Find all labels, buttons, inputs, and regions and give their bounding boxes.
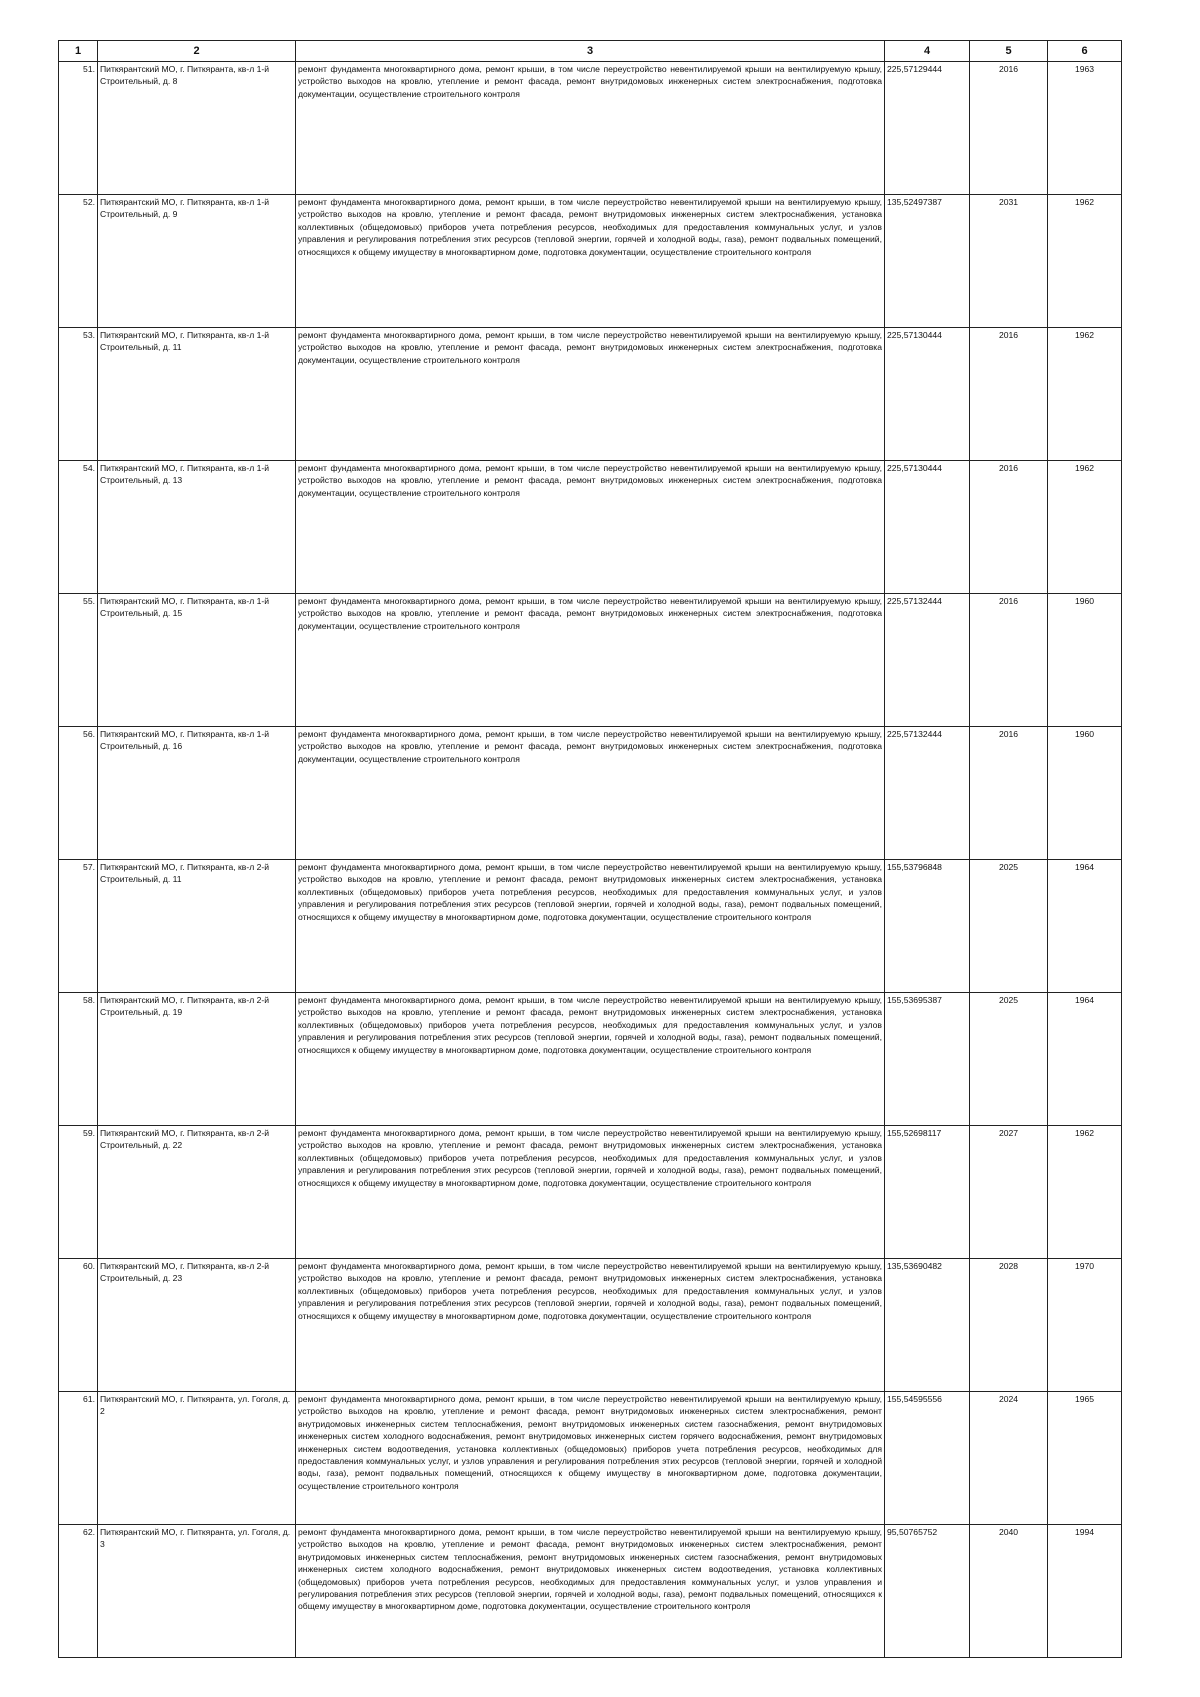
row-cost: 225,57132444 <box>885 594 970 727</box>
header-col-1: 1 <box>59 41 98 62</box>
row-cost: 155,54595556 <box>885 1392 970 1525</box>
capital-repair-table <box>58 40 1122 1658</box>
row-planned-year: 2016 <box>970 727 1048 860</box>
row-cost: 95,50765752 <box>885 1525 970 1658</box>
row-works: ремонт фундамента многоквартирного дома, ремонт крыши, в том числе переустройство невентилируемой крыши на вентилируемую крышу, устройство выходов на кровлю, утепление и ремонт фасада, ремонт внутридомовых инженерных систем электроснабжения, подготовка документации, осуществление строительного контроля <box>296 328 885 461</box>
row-cost: 225,57130444 <box>885 328 970 461</box>
row-built-year: 1970 <box>1048 1259 1122 1392</box>
row-planned-year: 2040 <box>970 1525 1048 1658</box>
row-number: 61. <box>59 1392 98 1525</box>
table-row <box>59 860 1122 993</box>
row-cost: 225,57129444 <box>885 62 970 195</box>
row-planned-year: 2027 <box>970 1126 1048 1259</box>
header-col-2: 2 <box>98 41 296 62</box>
row-number: 52. <box>59 195 98 328</box>
row-planned-year: 2016 <box>970 328 1048 461</box>
row-built-year: 1965 <box>1048 1392 1122 1525</box>
row-address: Питкярантский МО, г. Питкяранта, кв-л 1-й Строительный, д. 9 <box>98 195 296 328</box>
row-address: Питкярантский МО, г. Питкяранта, кв-л 2-й Строительный, д. 11 <box>98 860 296 993</box>
row-cost: 135,52497387 <box>885 195 970 328</box>
header-col-6: 6 <box>1048 41 1122 62</box>
table-row <box>59 62 1122 195</box>
row-works: ремонт фундамента многоквартирного дома, ремонт крыши, в том числе переустройство невентилируемой крыши на вентилируемую крышу, устройство выходов на кровлю, утепление и ремонт фасада, ремонт внутридомовых инженерных систем электроснабжения, ремонт внутридомовых инженерных систем теплоснабжения, ремонт внутридомовых инженерных систем газоснабжения, ремонт внутридомовых инженерных систем холодного водоснабжения, ремонт внутридомовых инженерных систем горячего водоснабжения, ремонт внутридомовых инженерных систем водоотведения, установка коллективных (общедомовых) приборов учета потребления ресурсов, необходимых для предоставления коммунальных услуг, и узлов управления и регулирования потребления этих ресурсов (тепловой энергии, горячей и холодной воды, газа), ремонт подвальных помещений, относящихся к общему имуществу в многоквартирном доме, подготовка документации, осуществление строительного контроля <box>296 1392 885 1525</box>
table-row <box>59 1259 1122 1392</box>
row-address: Питкярантский МО, г. Питкяранта, кв-л 1-й Строительный, д. 16 <box>98 727 296 860</box>
row-number: 51. <box>59 62 98 195</box>
row-built-year: 1960 <box>1048 594 1122 727</box>
table-row <box>59 1525 1122 1658</box>
row-built-year: 1964 <box>1048 993 1122 1126</box>
row-address: Питкярантский МО, г. Питкяранта, кв-л 2-й Строительный, д. 22 <box>98 1126 296 1259</box>
row-built-year: 1962 <box>1048 195 1122 328</box>
row-planned-year: 2031 <box>970 195 1048 328</box>
row-address: Питкярантский МО, г. Питкяранта, ул. Гоголя, д. 2 <box>98 1392 296 1525</box>
table-row <box>59 328 1122 461</box>
table-row <box>59 461 1122 594</box>
row-address: Питкярантский МО, г. Питкяранта, ул. Гоголя, д. 3 <box>98 1525 296 1658</box>
row-address: Питкярантский МО, г. Питкяранта, кв-л 2-й Строительный, д. 19 <box>98 993 296 1126</box>
row-works: ремонт фундамента многоквартирного дома, ремонт крыши, в том числе переустройство невентилируемой крыши на вентилируемую крышу, устройство выходов на кровлю, утепление и ремонт фасада, ремонт внутридомовых инженерных систем электроснабжения, ремонт внутридомовых инженерных систем теплоснабжения, ремонт внутридомовых инженерных систем газоснабжения, ремонт внутридомовых инженерных систем холодного водоснабжения, ремонт внутридомовых инженерных систем водоотведения, установка коллективных (общедомовых) приборов учета потребления ресурсов, необходимых для предоставления коммунальных услуг, и узлов управления и регулирования потребления этих ресурсов (тепловой энергии, горячей и холодной воды, газа), ремонт подвальных помещений, относящихся к общему имуществу в многоквартирном доме, подготовка документации, осуществление строительного контроля <box>296 1525 885 1658</box>
row-planned-year: 2024 <box>970 1392 1048 1525</box>
row-number: 62. <box>59 1525 98 1658</box>
row-works: ремонт фундамента многоквартирного дома, ремонт крыши, в том числе переустройство невентилируемой крыши на вентилируемую крышу, устройство выходов на кровлю, утепление и ремонт фасада, ремонт внутридомовых инженерных систем электроснабжения, установка коллективных (общедомовых) приборов учета потребления ресурсов, необходимых для предоставления коммунальных услуг, и узлов управления и регулирования потребления этих ресурсов (тепловой энергии, горячей и холодной воды, газа), ремонт подвальных помещений, относящихся к общему имуществу в многоквартирном доме, подготовка документации, осуществление строительного контроля <box>296 860 885 993</box>
table-row <box>59 727 1122 860</box>
header-col-5: 5 <box>970 41 1048 62</box>
row-number: 55. <box>59 594 98 727</box>
row-planned-year: 2016 <box>970 62 1048 195</box>
row-cost: 155,53695387 <box>885 993 970 1126</box>
row-works: ремонт фундамента многоквартирного дома, ремонт крыши, в том числе переустройство невентилируемой крыши на вентилируемую крышу, устройство выходов на кровлю, утепление и ремонт фасада, ремонт внутридомовых инженерных систем электроснабжения, подготовка документации, осуществление строительного контроля <box>296 62 885 195</box>
row-address: Питкярантский МО, г. Питкяранта, кв-л 1-й Строительный, д. 15 <box>98 594 296 727</box>
table-row <box>59 195 1122 328</box>
row-built-year: 1962 <box>1048 1126 1122 1259</box>
row-works: ремонт фундамента многоквартирного дома, ремонт крыши, в том числе переустройство невентилируемой крыши на вентилируемую крышу, устройство выходов на кровлю, утепление и ремонт фасада, ремонт внутридомовых инженерных систем электроснабжения, подготовка документации, осуществление строительного контроля <box>296 594 885 727</box>
row-number: 53. <box>59 328 98 461</box>
row-built-year: 1994 <box>1048 1525 1122 1658</box>
table-row <box>59 1392 1122 1525</box>
row-works: ремонт фундамента многоквартирного дома, ремонт крыши, в том числе переустройство невентилируемой крыши на вентилируемую крышу, устройство выходов на кровлю, утепление и ремонт фасада, ремонт внутридомовых инженерных систем электроснабжения, установка коллективных (общедомовых) приборов учета потребления ресурсов, необходимых для предоставления коммунальных услуг, и узлов управления и регулирования потребления этих ресурсов (тепловой энергии, горячей и холодной воды, газа), ремонт подвальных помещений, относящихся к общему имуществу в многоквартирном доме, подготовка документации, осуществление строительного контроля <box>296 1126 885 1259</box>
row-number: 59. <box>59 1126 98 1259</box>
row-number: 54. <box>59 461 98 594</box>
row-planned-year: 2016 <box>970 461 1048 594</box>
row-planned-year: 2016 <box>970 594 1048 727</box>
row-built-year: 1964 <box>1048 860 1122 993</box>
table-body <box>59 62 1122 1658</box>
row-number: 57. <box>59 860 98 993</box>
row-built-year: 1963 <box>1048 62 1122 195</box>
row-cost: 155,53796848 <box>885 860 970 993</box>
row-works: ремонт фундамента многоквартирного дома, ремонт крыши, в том числе переустройство невентилируемой крыши на вентилируемую крышу, устройство выходов на кровлю, утепление и ремонт фасада, ремонт внутридомовых инженерных систем электроснабжения, установка коллективных (общедомовых) приборов учета потребления ресурсов, необходимых для предоставления коммунальных услуг, и узлов управления и регулирования потребления этих ресурсов (тепловой энергии, горячей и холодной воды, газа), ремонт подвальных помещений, относящихся к общему имуществу в многоквартирном доме, подготовка документации, осуществление строительного контроля <box>296 195 885 328</box>
header-col-3: 3 <box>296 41 885 62</box>
row-works: ремонт фундамента многоквартирного дома, ремонт крыши, в том числе переустройство невентилируемой крыши на вентилируемую крышу, устройство выходов на кровлю, утепление и ремонт фасада, ремонт внутридомовых инженерных систем электроснабжения, подготовка документации, осуществление строительного контроля <box>296 461 885 594</box>
row-number: 56. <box>59 727 98 860</box>
row-number: 58. <box>59 993 98 1126</box>
row-works: ремонт фундамента многоквартирного дома, ремонт крыши, в том числе переустройство невентилируемой крыши на вентилируемую крышу, устройство выходов на кровлю, утепление и ремонт фасада, ремонт внутридомовых инженерных систем электроснабжения, подготовка документации, осуществление строительного контроля <box>296 727 885 860</box>
row-planned-year: 2025 <box>970 993 1048 1126</box>
row-planned-year: 2025 <box>970 860 1048 993</box>
row-built-year: 1962 <box>1048 461 1122 594</box>
table-row <box>59 594 1122 727</box>
row-built-year: 1962 <box>1048 328 1122 461</box>
row-address: Питкярантский МО, г. Питкяранта, кв-л 2-й Строительный, д. 23 <box>98 1259 296 1392</box>
table-row <box>59 1126 1122 1259</box>
row-cost: 155,52698117 <box>885 1126 970 1259</box>
header-row <box>59 41 1122 62</box>
row-planned-year: 2028 <box>970 1259 1048 1392</box>
header-col-4: 4 <box>885 41 970 62</box>
row-address: Питкярантский МО, г. Питкяранта, кв-л 1-й Строительный, д. 13 <box>98 461 296 594</box>
row-cost: 135,53690482 <box>885 1259 970 1392</box>
row-built-year: 1960 <box>1048 727 1122 860</box>
row-cost: 225,57132444 <box>885 727 970 860</box>
row-works: ремонт фундамента многоквартирного дома, ремонт крыши, в том числе переустройство невентилируемой крыши на вентилируемую крышу, устройство выходов на кровлю, утепление и ремонт фасада, ремонт внутридомовых инженерных систем электроснабжения, установка коллективных (общедомовых) приборов учета потребления ресурсов, необходимых для предоставления коммунальных услуг, и узлов управления и регулирования потребления этих ресурсов (тепловой энергии, горячей и холодной воды, газа), ремонт подвальных помещений, относящихся к общему имуществу в многоквартирном доме, подготовка документации, осуществление строительного контроля <box>296 993 885 1126</box>
row-number: 60. <box>59 1259 98 1392</box>
table-row <box>59 993 1122 1126</box>
row-cost: 225,57130444 <box>885 461 970 594</box>
row-works: ремонт фундамента многоквартирного дома, ремонт крыши, в том числе переустройство невентилируемой крыши на вентилируемую крышу, устройство выходов на кровлю, утепление и ремонт фасада, ремонт внутридомовых инженерных систем электроснабжения, установка коллективных (общедомовых) приборов учета потребления ресурсов, необходимых для предоставления коммунальных услуг, и узлов управления и регулирования потребления этих ресурсов (тепловой энергии, горячей и холодной воды, газа), ремонт подвальных помещений, относящихся к общему имуществу в многоквартирном доме, подготовка документации, осуществление строительного контроля <box>296 1259 885 1392</box>
row-address: Питкярантский МО, г. Питкяранта, кв-л 1-й Строительный, д. 8 <box>98 62 296 195</box>
row-address: Питкярантский МО, г. Питкяранта, кв-л 1-й Строительный, д. 11 <box>98 328 296 461</box>
